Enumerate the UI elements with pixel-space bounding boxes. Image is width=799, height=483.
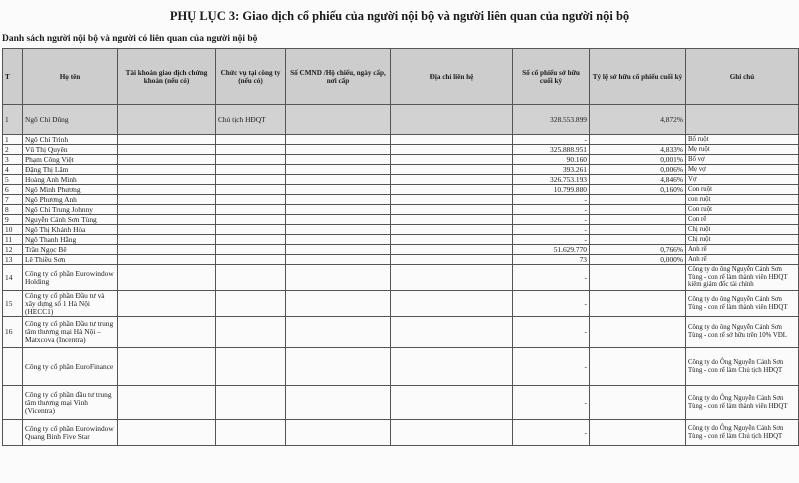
cell-shares: - <box>513 225 590 235</box>
cell-ratio <box>590 420 686 446</box>
cell-position <box>216 165 286 175</box>
col-header-account: Tài khoản giao dịch chứng khoán (nếu có) <box>118 49 216 105</box>
col-header-id: Số CMND /Hộ chiếu, ngày cấp, nơi cấp <box>286 49 391 105</box>
cell-position <box>216 317 286 348</box>
cell-ratio: 4,833% <box>590 145 686 155</box>
cell-address <box>391 386 513 420</box>
cell-id <box>286 235 391 245</box>
cell-name: Phạm Công Việt <box>23 155 118 165</box>
table-header-row <box>3 49 799 105</box>
cell-id <box>286 348 391 386</box>
cell-address <box>391 185 513 195</box>
cell-note: con ruột <box>686 195 799 205</box>
cell-position <box>216 265 286 291</box>
table-row <box>3 420 799 446</box>
cell-stt <box>3 420 23 446</box>
cell-account <box>118 225 216 235</box>
cell-stt: 5 <box>3 175 23 185</box>
cell-account <box>118 386 216 420</box>
cell-ratio: 0,006% <box>590 165 686 175</box>
cell-account <box>118 420 216 446</box>
col-header-address: Địa chỉ liên hệ <box>391 49 513 105</box>
cell-id <box>286 135 391 145</box>
cell-shares: - <box>513 195 590 205</box>
cell-id <box>286 195 391 205</box>
cell-shares: - <box>513 235 590 245</box>
cell-ratio <box>590 215 686 225</box>
cell-address <box>391 205 513 215</box>
cell-ratio: 0,001% <box>590 155 686 165</box>
cell-position <box>216 135 286 145</box>
cell-account <box>118 255 216 265</box>
cell-account <box>118 245 216 255</box>
cell-name: Công ty cổ phần Đầu tư và xây dựng số 1 Hà Nội (HECC1) <box>23 291 118 317</box>
cell-name: Nguyễn Cảnh Sơn Tùng <box>23 215 118 225</box>
cell-note: Con ruột <box>686 185 799 195</box>
cell-stt: 4 <box>3 165 23 175</box>
cell-account <box>118 165 216 175</box>
cell-ratio: 4,846% <box>590 175 686 185</box>
table-row <box>3 235 799 245</box>
table-row <box>3 291 799 317</box>
cell-name: Ngô Thanh Hằng <box>23 235 118 245</box>
cell-stt: 16 <box>3 317 23 348</box>
cell-name: Công ty cổ phần Eurowindow Holding <box>23 265 118 291</box>
cell-note: Chị ruột <box>686 225 799 235</box>
cell-id <box>286 155 391 165</box>
cell-position <box>216 225 286 235</box>
cell-ratio <box>590 265 686 291</box>
cell-id <box>286 255 391 265</box>
cell-shares: - <box>513 317 590 348</box>
cell-name: Ngô Chí Trình <box>23 135 118 145</box>
cell-shares: 393.261 <box>513 165 590 175</box>
cell-stt: 11 <box>3 235 23 245</box>
cell-ratio <box>590 225 686 235</box>
cell-note: Mẹ ruột <box>686 145 799 155</box>
cell-id <box>286 386 391 420</box>
cell-name: Lê Thiều Sơn <box>23 255 118 265</box>
document-title: PHỤ LỤC 3: Giao dịch cổ phiếu của người nội bộ và người liên quan của người nội bộ <box>169 9 630 23</box>
table-row <box>3 386 799 420</box>
cell-stt: 1 <box>3 105 23 135</box>
cell-position <box>216 205 286 215</box>
cell-address <box>391 235 513 245</box>
cell-name: Công ty cổ phần Eurowindow Quang Binh Five Star <box>23 420 118 446</box>
cell-name: Ngô Chí Trung Johnny <box>23 205 118 215</box>
cell-ratio <box>590 348 686 386</box>
cell-shares: 325.888.951 <box>513 145 590 155</box>
cell-address <box>391 155 513 165</box>
table-row <box>3 245 799 255</box>
cell-address <box>391 255 513 265</box>
cell-id <box>286 175 391 185</box>
table-row <box>3 225 799 235</box>
cell-name: Hoàng Anh Minh <box>23 175 118 185</box>
cell-id <box>286 205 391 215</box>
cell-name: Công ty cổ phần Đầu tư trung tâm thương mại Hà Nội – Matxcova (Incentra) <box>23 317 118 348</box>
cell-position <box>216 155 286 165</box>
table-row <box>3 155 799 165</box>
cell-account <box>118 105 216 135</box>
table-row <box>3 265 799 291</box>
cell-ratio <box>590 195 686 205</box>
cell-account <box>118 135 216 145</box>
cell-account <box>118 145 216 155</box>
cell-account <box>118 215 216 225</box>
cell-stt: 1 <box>3 135 23 145</box>
col-header-shares: Số cổ phiếu sở hữu cuối kỳ <box>513 49 590 105</box>
cell-note: Công ty do ông Nguyễn Cảnh Sơn Tùng - con rể làm thành viên HĐQT kiêm giám đốc tài chính <box>686 265 799 291</box>
cell-stt: 13 <box>3 255 23 265</box>
cell-shares: - <box>513 215 590 225</box>
table-row <box>3 255 799 265</box>
table-row <box>3 165 799 175</box>
cell-account <box>118 265 216 291</box>
cell-id <box>286 291 391 317</box>
cell-id <box>286 215 391 225</box>
cell-position <box>216 185 286 195</box>
cell-note: Công ty do Ông Nguyễn Cảnh Sơn Tùng - con rể làm Chủ tịch HĐQT <box>686 420 799 446</box>
cell-ratio <box>590 235 686 245</box>
cell-account <box>118 291 216 317</box>
cell-account <box>118 155 216 165</box>
cell-ratio: 0,766% <box>590 245 686 255</box>
col-header-stt: T <box>3 49 23 105</box>
col-header-ratio: Tỷ lệ sở hữu cổ phiếu cuối kỳ <box>590 49 686 105</box>
cell-note: Vợ <box>686 175 799 185</box>
cell-account <box>118 185 216 195</box>
cell-id <box>286 165 391 175</box>
cell-shares: 326.753.193 <box>513 175 590 185</box>
cell-shares: 90.160 <box>513 155 590 165</box>
cell-id <box>286 265 391 291</box>
cell-account <box>118 205 216 215</box>
cell-note: Công ty do ông Nguyễn Cảnh Sơn Tùng - con rể sở hữu trên 10% VĐL <box>686 317 799 348</box>
cell-id <box>286 245 391 255</box>
cell-id <box>286 317 391 348</box>
cell-note: Anh rể <box>686 255 799 265</box>
cell-stt: 7 <box>3 195 23 205</box>
table-row <box>3 145 799 155</box>
cell-note: Chị ruột <box>686 235 799 245</box>
cell-name: Trần Ngọc Bê <box>23 245 118 255</box>
cell-stt: 12 <box>3 245 23 255</box>
cell-shares: - <box>513 265 590 291</box>
cell-account <box>118 348 216 386</box>
insider-table <box>2 48 799 446</box>
cell-name: Ngô Chí Dũng <box>23 105 118 135</box>
cell-shares: - <box>513 348 590 386</box>
cell-position <box>216 420 286 446</box>
cell-shares: 51.629.770 <box>513 245 590 255</box>
cell-address <box>391 317 513 348</box>
cell-shares: 73 <box>513 255 590 265</box>
cell-address <box>391 145 513 155</box>
cell-shares: 328.553.899 <box>513 105 590 135</box>
cell-note: Mẹ vợ <box>686 165 799 175</box>
cell-position <box>216 215 286 225</box>
cell-id <box>286 145 391 155</box>
cell-position <box>216 291 286 317</box>
cell-address <box>391 291 513 317</box>
cell-account <box>118 195 216 205</box>
cell-note: Công ty do Ông Nguyễn Cảnh Sơn Tùng - con rể làm Chủ tịch HĐQT <box>686 348 799 386</box>
col-header-note: Ghi chú <box>686 49 799 105</box>
cell-address <box>391 195 513 205</box>
cell-stt: 9 <box>3 215 23 225</box>
cell-shares: - <box>513 420 590 446</box>
cell-address <box>391 165 513 175</box>
cell-address <box>391 225 513 235</box>
cell-stt <box>3 348 23 386</box>
table-row <box>3 105 799 135</box>
cell-position <box>216 235 286 245</box>
col-header-position: Chức vụ tại công ty (nếu có) <box>216 49 286 105</box>
cell-address <box>391 215 513 225</box>
cell-note <box>686 105 799 135</box>
cell-name: Ngô Phương Anh <box>23 195 118 205</box>
cell-id <box>286 420 391 446</box>
cell-note: Công ty do Ông Nguyễn Cảnh Sơn Tùng - con rể làm thành viên HĐQT <box>686 386 799 420</box>
cell-id <box>286 185 391 195</box>
cell-note: Con rể <box>686 215 799 225</box>
cell-name: Vũ Thị Quyên <box>23 145 118 155</box>
cell-position <box>216 175 286 185</box>
cell-note: Bố ruột <box>686 135 799 145</box>
cell-ratio: 4,872% <box>590 105 686 135</box>
cell-note: Anh rể <box>686 245 799 255</box>
cell-stt: 8 <box>3 205 23 215</box>
cell-address <box>391 245 513 255</box>
cell-name: Ngô Minh Phương <box>23 185 118 195</box>
cell-address <box>391 348 513 386</box>
cell-position <box>216 145 286 155</box>
cell-note: Bố vợ <box>686 155 799 165</box>
cell-address <box>391 265 513 291</box>
section-subtitle: Danh sách người nội bộ và người có liên quan của người nội bộ <box>2 34 258 44</box>
col-header-name: Họ tên <box>23 49 118 105</box>
cell-address <box>391 175 513 185</box>
table-row <box>3 195 799 205</box>
cell-account <box>118 235 216 245</box>
cell-ratio <box>590 205 686 215</box>
cell-account <box>118 317 216 348</box>
cell-stt <box>3 386 23 420</box>
table-row <box>3 205 799 215</box>
table-row <box>3 185 799 195</box>
cell-ratio: 0,160% <box>590 185 686 195</box>
cell-note: Con ruột <box>686 205 799 215</box>
cell-stt: 10 <box>3 225 23 235</box>
cell-shares: - <box>513 386 590 420</box>
cell-position <box>216 255 286 265</box>
cell-position <box>216 245 286 255</box>
cell-ratio <box>590 291 686 317</box>
cell-stt: 6 <box>3 185 23 195</box>
cell-address <box>391 135 513 145</box>
table-row <box>3 175 799 185</box>
cell-position: Chủ tịch HĐQT <box>216 105 286 135</box>
cell-account <box>118 175 216 185</box>
cell-id <box>286 225 391 235</box>
cell-stt: 3 <box>3 155 23 165</box>
table-row <box>3 317 799 348</box>
cell-position <box>216 386 286 420</box>
cell-position <box>216 348 286 386</box>
cell-ratio <box>590 135 686 145</box>
cell-shares: - <box>513 205 590 215</box>
cell-ratio <box>590 386 686 420</box>
cell-position <box>216 195 286 205</box>
cell-name: Công ty cổ phần EuroFinance <box>23 348 118 386</box>
cell-shares: - <box>513 291 590 317</box>
cell-ratio: 0,000% <box>590 255 686 265</box>
cell-note: Công ty do ông Nguyễn Cảnh Sơn Tùng - con rể làm thành viên HĐQT <box>686 291 799 317</box>
cell-stt: 15 <box>3 291 23 317</box>
cell-stt: 14 <box>3 265 23 291</box>
table-row <box>3 215 799 225</box>
cell-address <box>391 105 513 135</box>
cell-shares: 10.799.880 <box>513 185 590 195</box>
cell-name: Công ty cổ phần đầu tư trung tâm thương mại Vinh (Vicentra) <box>23 386 118 420</box>
cell-stt: 2 <box>3 145 23 155</box>
table-row <box>3 135 799 145</box>
cell-shares: - <box>513 135 590 145</box>
cell-name: Đặng Thị Lâm <box>23 165 118 175</box>
cell-address <box>391 420 513 446</box>
table-row <box>3 348 799 386</box>
cell-ratio <box>590 317 686 348</box>
cell-id <box>286 105 391 135</box>
cell-name: Ngô Thị Khánh Hòa <box>23 225 118 235</box>
